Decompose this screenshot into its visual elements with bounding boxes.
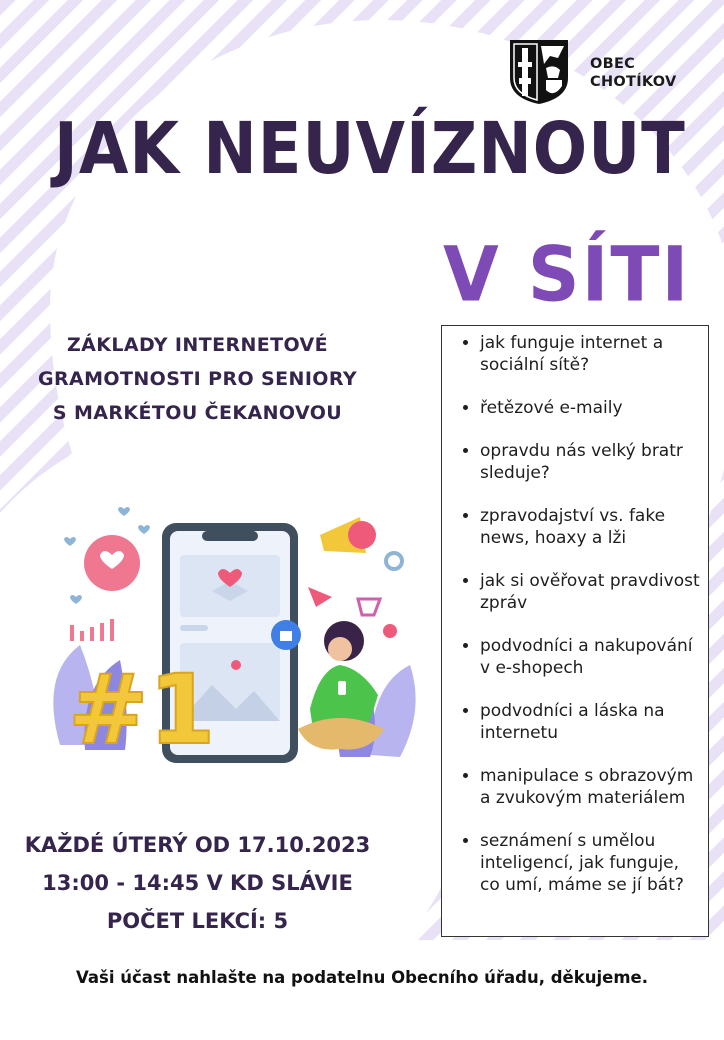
schedule-day: KAŽDÉ ÚTERÝ OD 17.10.2023	[24, 833, 371, 857]
title-main: JAK NEUVÍZNOUT	[54, 108, 686, 191]
schedule-time-place: 13:00 - 14:45 V KD SLÁVIE	[42, 871, 353, 895]
topic-item: • seznámení s umělou inteligencí, jak funguje, co umí, máme se jí bát?	[480, 830, 702, 896]
schedule-block	[20, 826, 375, 940]
coat-of-arms-icon	[508, 38, 570, 106]
topic-item: • jak funguje internet a sociální sítě?	[480, 332, 702, 376]
subtitle-line-3: S MARKÉTOU ČEKANOVOU	[52, 402, 343, 424]
logo-line-2: CHOTÍKOV	[590, 74, 677, 90]
registration-note: Vaši účast nahlašte na podatelnu Obecního úřadu, děkujeme.	[76, 968, 648, 987]
topics-list	[442, 326, 708, 896]
topic-item: • podvodníci a nakupování v e-shopech	[480, 635, 702, 679]
title-accent: V SÍTI	[443, 230, 691, 319]
subtitle-line-2: GRAMOTNOSTI PRO SENIORY	[38, 368, 357, 390]
subtitle-line-1: ZÁKLADY INTERNETOVÉ	[66, 334, 329, 356]
course-subtitle	[20, 328, 375, 430]
topic-item: • řetězové e-maily	[480, 397, 702, 419]
topics-box	[441, 325, 709, 937]
smartphone-social-media-illustration	[40, 495, 440, 775]
topic-item: • opravdu nás velký bratr sleduje?	[480, 440, 702, 484]
topic-item: • manipulace s obrazovým a zvukovým materiálem	[480, 765, 702, 809]
logo-line-1: OBEC	[590, 56, 636, 72]
topic-item: • podvodníci a láska na internetu	[480, 700, 702, 744]
municipality-name	[590, 55, 677, 91]
topic-item: • zpravodajství vs. fake news, hoaxy a lži	[480, 505, 702, 549]
number-one-badge: #1	[68, 654, 216, 766]
topic-item: • jak si ověřovat pravdivost zpráv	[480, 570, 702, 614]
schedule-lesson-count: POČET LEKCÍ: 5	[106, 909, 289, 933]
